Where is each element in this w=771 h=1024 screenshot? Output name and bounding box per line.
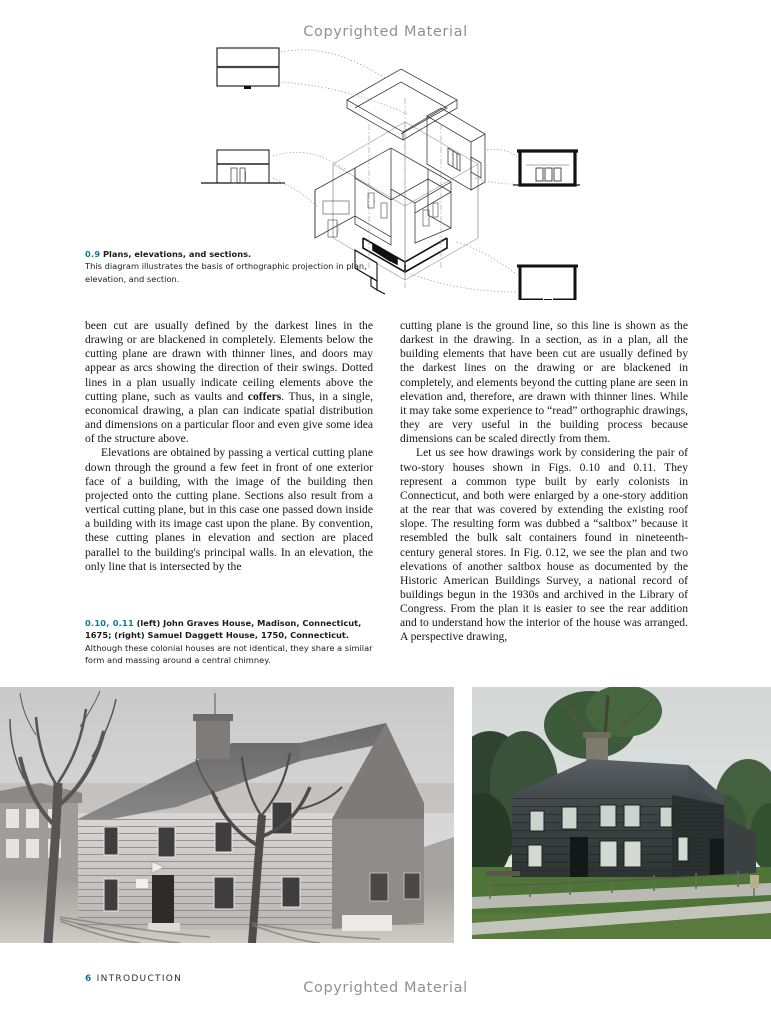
paragraph-text: been cut are usually defined by the darkest lines in the drawing or are blackened in completely. Elements below the cutting plane are drawn with thinner lines, and doors may appear as arcs showing the direction of their swings. Dotted lines in a plan usually indicate ceiling elements above the cutting plane, such as vaults and xyxy=(85,319,373,403)
figure-0-10-0-11-caption xyxy=(85,617,387,667)
figure-0-9-headline: Plans, elevations, and sections. xyxy=(102,249,252,259)
photo-samuel-daggett-house xyxy=(472,687,771,939)
section-drawing xyxy=(513,151,580,185)
body-column-right xyxy=(400,319,688,645)
figure-0-9-caption xyxy=(85,248,385,285)
bolded-term: coffers xyxy=(247,389,282,403)
paragraph: Elevations are obtained by passing a vertical cutting plane down through the ground a few feet in front of one exterior face of a building, with the image of the building then projected onto the cutting plane. Sections also result from a vertical cutting plane, but in this case one passed down inside a building with its image cast upon the plane. By convention, these cutting planes in elevation and section are placed parallel to the building's principal walls. In an elevation, the only line that is intersected by the xyxy=(85,446,373,573)
copyright-watermark-top: Copyrighted Material xyxy=(303,24,468,40)
paragraph-text-cont: . Thus, in a single, economical drawing, a plan can indicate spatial distribution and dimensions on a particular floor and even give some idea of the structure above. xyxy=(85,389,373,446)
paragraph: Let us see how drawings work by considering the pair of two-story houses shown in Figs. 0.10 and 0.11. They represent a common type built by early colonists in Connecticut, and both were enlarged by a one-story addition at the rear that was covered by extending the existing roof slope. The resulting form was dubbed a “saltbox” because it resembled the bulk salt containers found in nineteenth-century general stores. In Fig. 0.12, we see the plan and two elevations of another saltbox house as documented by the Historic American Buildings Survey, a national record of buildings begun in the 1930s and archived in the Library of Congress. From the plan it is easier to see the rear addition and to understand how the interior of the house was arranged. A perspective drawing, xyxy=(400,446,688,644)
floor-plan-drawing xyxy=(517,266,578,300)
photo-john-graves-house xyxy=(0,687,454,943)
figure-0-9-number: 0.9 xyxy=(85,249,101,259)
folio-number: 6 xyxy=(85,974,93,984)
side-elevation-drawing xyxy=(201,150,285,183)
figure-0-10-0-11-headline: (left) John Graves House, Madison, Connecticut, 1675; (right) Samuel Daggett House, 1750, Connecticut. xyxy=(85,618,362,641)
copyright-watermark-bottom: Copyrighted Material xyxy=(303,980,468,996)
paragraph xyxy=(85,319,373,446)
body-column-left xyxy=(85,319,373,574)
folio-label: INTRODUCTION xyxy=(96,974,183,984)
figure-0-9-body: This diagram illustrates the basis of orthographic projection in plan, elevation, and section. xyxy=(85,261,367,284)
paragraph: cutting plane is the ground line, so this line is shown as the darkest in the drawing. In a section, as in a plan, all the building elements that have been cut are usually defined by the darkest lines on the drawing or are blackened in completely, and elements beyond the cutting plane are seen in elevation and, therefore, are drawn with thinner lines. While it may take some experience to “read” orthographic drawings, they are very useful in the building process because dimensions can be scaled directly from them. xyxy=(400,319,688,446)
roof-plan-drawing xyxy=(217,48,279,89)
figure-0-10-0-11-number: 0.10, 0.11 xyxy=(85,618,134,628)
figure-0-10-0-11-body: Although these colonial houses are not identical, they share a similar form and massing around a central chimney. xyxy=(85,642,373,666)
